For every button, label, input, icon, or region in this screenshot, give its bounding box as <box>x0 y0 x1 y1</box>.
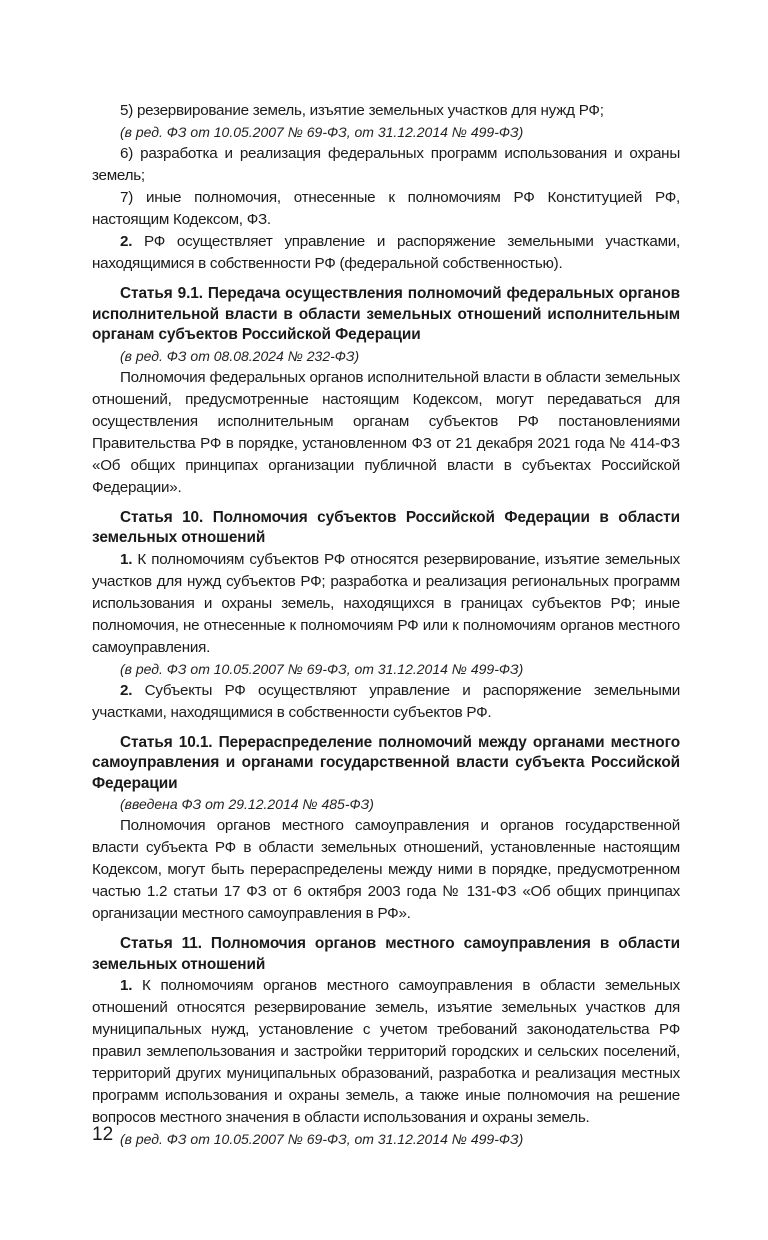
clause-number: 1. <box>120 550 133 568</box>
article-9-1-heading: Статья 9.1. Передача осуществления полномочий федеральных органов исполнительной власти в области земельных отношений исполнительным органам субъектов Российской Федерации <box>92 285 680 343</box>
article-11-clause-1 <box>92 975 680 1129</box>
article-10-note: (в ред. ФЗ от 10.05.2007 № 69-ФЗ, от 31.12.2014 № 499-ФЗ) <box>120 660 524 677</box>
article-9-1-note: (в ред. ФЗ от 08.08.2024 № 232-ФЗ) <box>120 347 360 364</box>
clause-text: РФ осуществляет управление и распоряжение земельными участками, находящимися в собственности РФ (федеральной собственностью). <box>92 233 680 272</box>
article-10-clause-1 <box>92 549 680 659</box>
clause-number: 2. <box>120 233 133 250</box>
clause-number: 1. <box>120 977 133 994</box>
clause-text: К полномочиям органов местного самоуправления в области земельных отношений относятся резервирование земель, изъятие земельных участков для муниципальных нужд, установление с учетом требований законодательства РФ правил землепользования и застройки территорий городских и сельских поселений, территорий других муниципальных образований, разработка и реализация местных программ использования и охраны земель, а также иные полномочия на решение вопросов местного значения в области использования и охраны земель. <box>92 977 680 1126</box>
item-7: 7) иные полномочия, отнесенные к полномочиям РФ Конституцией РФ, настоящим Кодексом, ФЗ. <box>92 189 680 228</box>
article-11-heading: Статья 11. Полномочия органов местного самоуправления в области земельных отношений <box>92 935 680 973</box>
article-10-1-text: Полномочия органов местного самоуправления и органов государственной власти субъекта РФ в области земельных отношений, установленные настоящим Кодексом, могут быть перераспределены между ними в порядке, предусмотренном частью 1.2 статьи 17 ФЗ от 6 октября 2003 года № 131-ФЗ «Об общих принципах организации местного самоуправления в РФ». <box>92 817 680 922</box>
article-11-note: (в ред. ФЗ от 10.05.2007 № 69-ФЗ, от 31.12.2014 № 499-ФЗ) <box>120 1131 524 1147</box>
article-10-heading: Статья 10. Полномочия субъектов Российской Федерации в области земельных отношений <box>92 508 680 546</box>
article-10-1-heading: Статья 10.1. Перераспределение полномочий между органами местного самоуправления и органами государственной власти субъекта Российской Федерации <box>92 733 680 792</box>
item-6: 6) разработка и реализация федеральных программ использования и охраны земель; <box>92 145 680 184</box>
clause-text: К полномочиям субъектов РФ относятся резервирование, изъятие земельных участков для нужд субъектов РФ; разработка и реализация региональных программ использования и охраны земель, находящихся в границах субъектов РФ; иные полномочия, не отнесенные к полномочиям РФ или к полномочиям органов местного самоуправления. <box>92 550 680 656</box>
article-10-clause-2 <box>92 680 680 724</box>
clause-text: Субъекты РФ осуществляют управление и распоряжение земельными участками, находящимися в собственности субъектов РФ. <box>92 681 680 721</box>
clause-2 <box>92 231 680 275</box>
article-9-1-text: Полномочия федеральных органов исполнительной власти в области земельных отношений, предусмотренные настоящим Кодексом, могут передаваться для осуществления исполнительным органам субъектов РФ постановлениями Правительства РФ в порядке, установленном ФЗ от 21 декабря 2021 года № 414-ФЗ «Об общих принципах организации публичной власти в субъектах Российской Федерации». <box>92 368 680 496</box>
amendment-note: (в ред. ФЗ от 10.05.2007 № 69-ФЗ, от 31.12.2014 № 499-ФЗ) <box>120 124 524 140</box>
page-number: 12 <box>92 1124 114 1145</box>
clause-number: 2. <box>120 681 133 699</box>
document-page <box>92 100 680 1150</box>
article-10-1-note: (введена ФЗ от 29.12.2014 № 485-ФЗ) <box>120 796 374 812</box>
item-5: 5) резервирование земель, изъятие земельных участков для нужд РФ; <box>120 102 604 119</box>
